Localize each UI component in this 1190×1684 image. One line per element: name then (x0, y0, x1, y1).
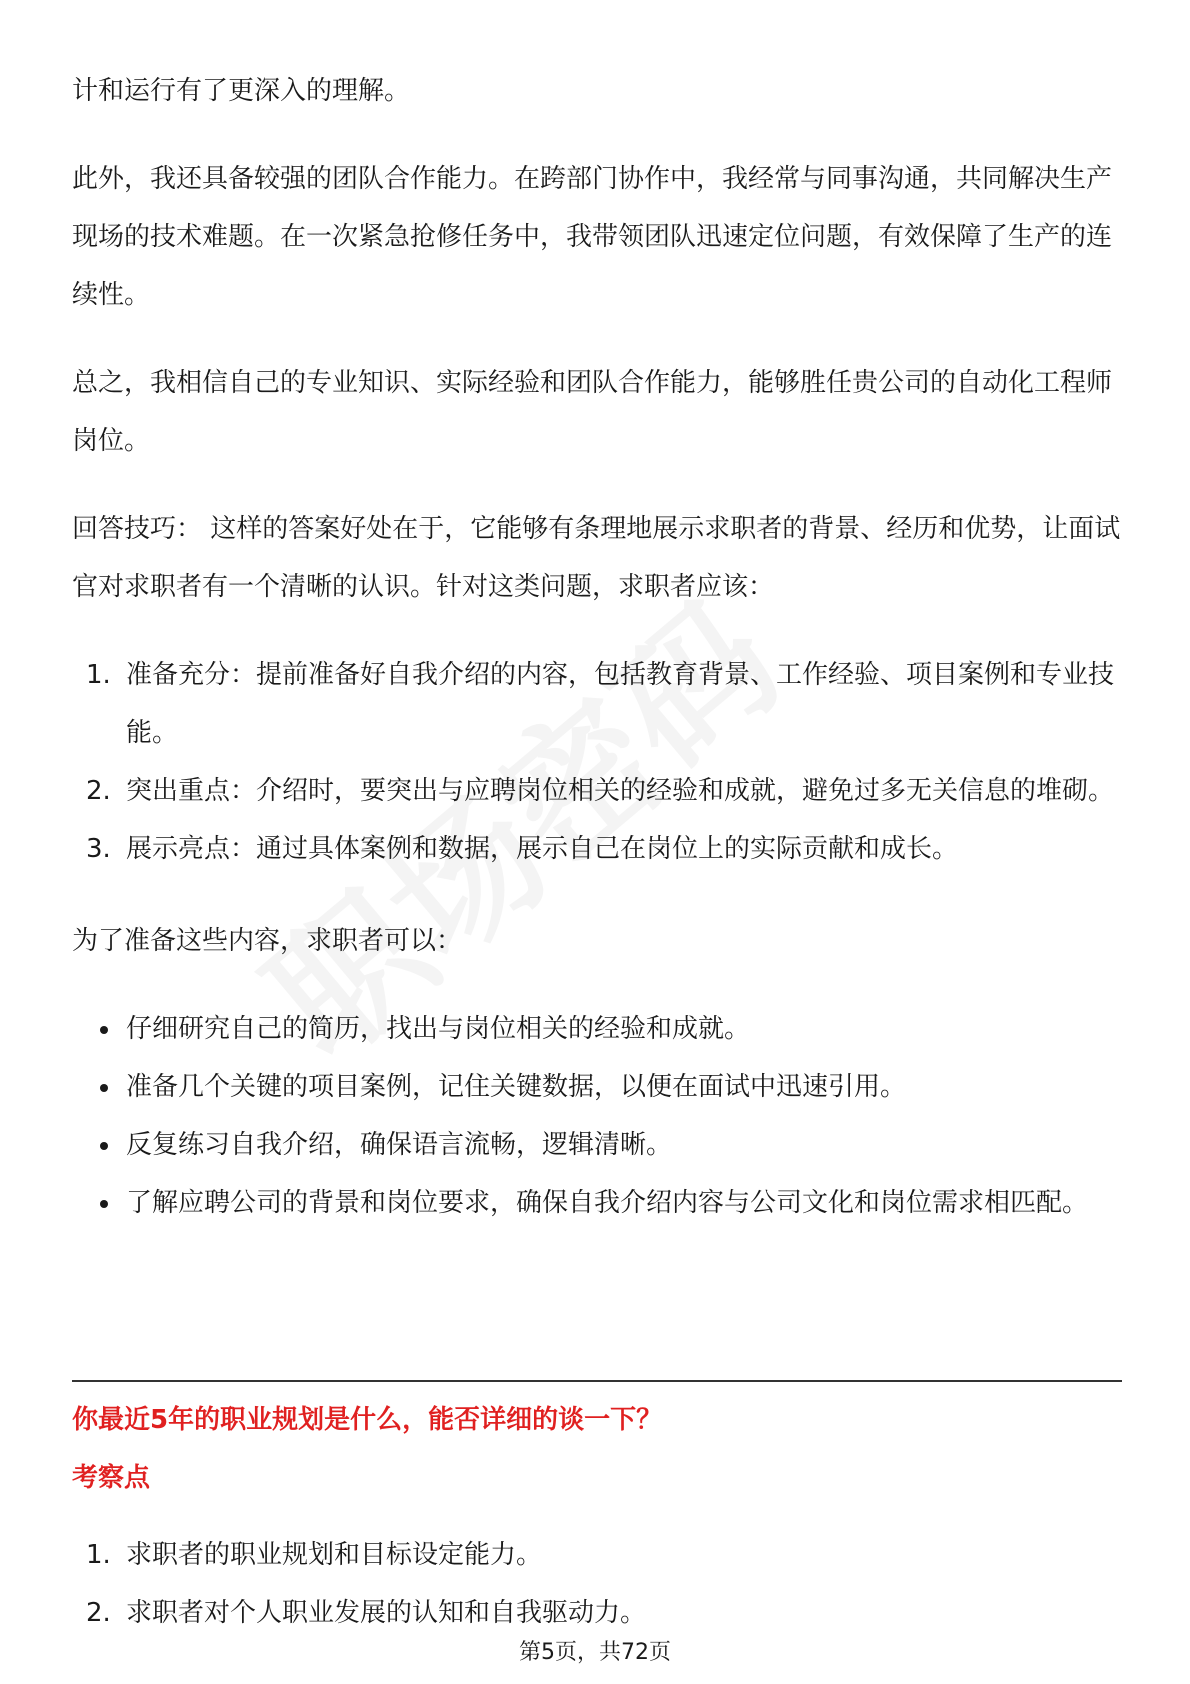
list-item-text: 求职者的职业规划和目标设定能力。 (126, 1540, 543, 1570)
bullet-icon (100, 1142, 108, 1150)
paragraph: 计和运行有了更深入的理解。 (72, 76, 411, 106)
bullet-icon (100, 1200, 108, 1208)
list-item (72, 1174, 1122, 1232)
list-number: 3. (86, 834, 111, 864)
question-heading: 你最近5年的职业规划是什么，能否详细的谈一下？ (72, 1405, 663, 1435)
paragraph: 总之，我相信自己的专业知识、实际经验和团队合作能力，能够胜任贵公司的自动化工程师岗位。 (72, 368, 1113, 456)
list-item-text: 反复练习自我介绍，确保语言流畅，逻辑清晰。 (126, 1130, 673, 1160)
page-footer: 第5页，共72页 (519, 1640, 671, 1665)
prep-intro: 为了准备这些内容，求职者可以： (72, 926, 463, 956)
list-item-text: 准备充分：提前准备好自我介绍的内容，包括教育背景、工作经验、项目案例和专业技能。 (126, 660, 1115, 748)
bullet-icon (100, 1084, 108, 1092)
list-item-text: 准备几个关键的项目案例，记住关键数据，以便在面试中迅速引用。 (126, 1072, 907, 1102)
list-item (72, 820, 1122, 878)
list-item (72, 1058, 1122, 1116)
paragraph: 此外，我还具备较强的团队合作能力。在跨部门协作中，我经常与同事沟通，共同解决生产现场的技术难题。在一次紧急抢修任务中，我带领团队迅速定位问题，有效保障了生产的连续性。 (72, 164, 1113, 310)
section-divider (72, 1380, 1122, 1382)
list-number: 1. (86, 660, 111, 690)
list-number: 2. (86, 1598, 111, 1628)
list-item-text: 求职者对个人职业发展的认知和自我驱动力。 (126, 1598, 647, 1628)
tips-list (72, 646, 1122, 878)
list-item (72, 646, 1122, 762)
list-item (72, 1526, 1122, 1584)
list-item-text: 突出重点：介绍时，要突出与应聘岗位相关的经验和成就，避免过多无关信息的堆砌。 (126, 776, 1115, 806)
list-item-text: 了解应聘公司的背景和岗位要求，确保自我介绍内容与公司文化和岗位需求相匹配。 (126, 1188, 1089, 1218)
list-number: 1. (86, 1540, 111, 1570)
list-item (72, 762, 1122, 820)
main-content (72, 62, 1122, 1266)
list-item (72, 1116, 1122, 1174)
list-item (72, 1584, 1122, 1642)
prep-list (72, 1000, 1122, 1232)
list-number: 2. (86, 776, 111, 806)
list-item-text: 仔细研究自己的简历，找出与岗位相关的经验和成就。 (126, 1014, 751, 1044)
points-list (72, 1526, 1122, 1642)
list-item-text: 展示亮点：通过具体案例和数据，展示自己在岗位上的实际贡献和成长。 (126, 834, 959, 864)
list-item (72, 1000, 1122, 1058)
answer-tips-paragraph: 回答技巧： 这样的答案好处在于，它能够有条理地展示求职者的背景、经历和优势，让面试官对求职者有一个清晰的认识。针对这类问题，求职者应该： (72, 514, 1121, 602)
section-subheading: 考察点 (72, 1463, 151, 1493)
bullet-icon (100, 1026, 108, 1034)
